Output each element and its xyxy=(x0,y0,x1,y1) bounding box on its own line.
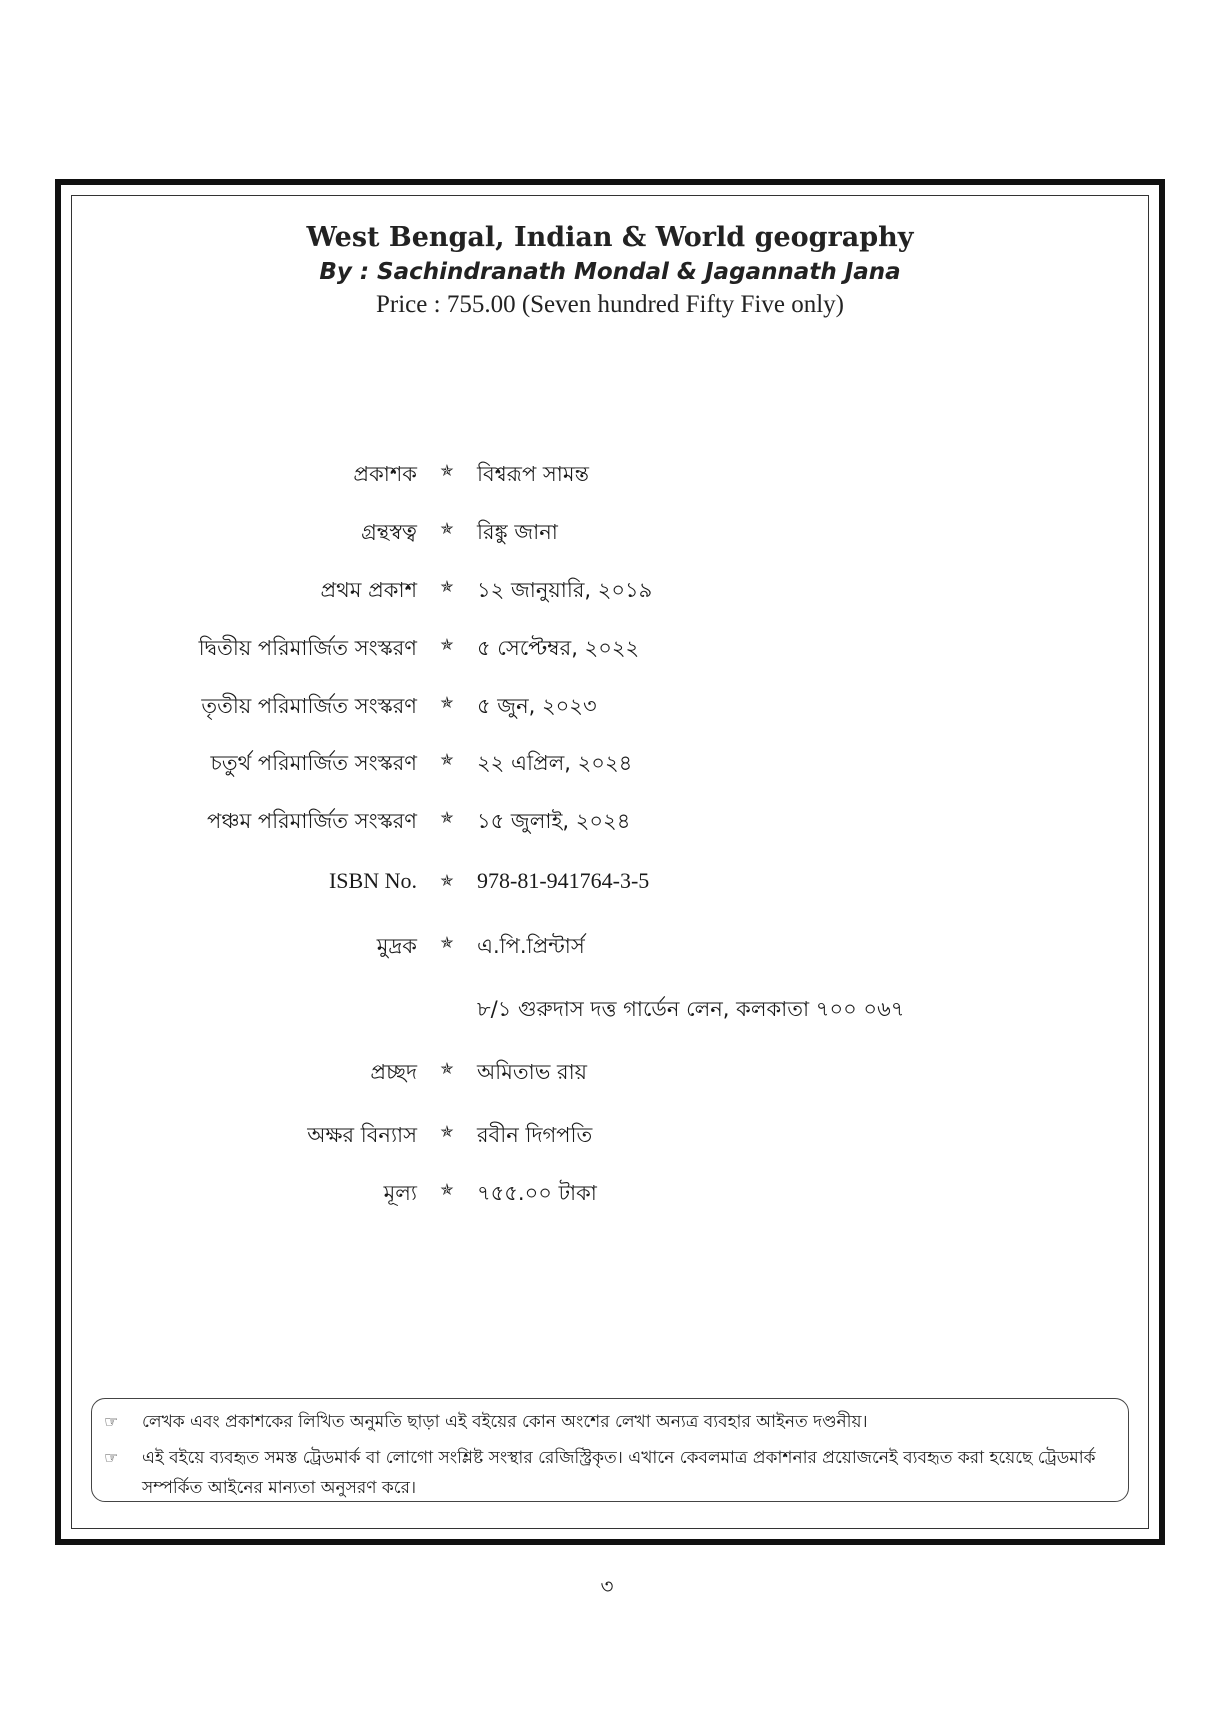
detail-row-second-edition xyxy=(72,632,1148,672)
detail-row-third-edition xyxy=(72,690,1148,730)
detail-value: এ.পি.প্রিন্টার্স xyxy=(477,934,585,958)
book-price: Price : 755.00 (Seven hundred Fifty Five only) xyxy=(376,291,844,318)
page-number: ৩ xyxy=(600,1574,614,1598)
outer-border-frame xyxy=(55,179,1165,1545)
detail-value: ৫ সেপ্টেম্বর, ২০২২ xyxy=(477,636,640,660)
detail-label: প্রচ্ছদ xyxy=(370,1060,417,1084)
detail-value: 978-81-941764-3-5 xyxy=(477,868,650,893)
notice-text: লেখক এবং প্রকাশকের লিখিত অনুমতি ছাড়া এই বইয়ের কোন অংশের লেখা অন্যত্র ব্যবহার আইনত দণ্ডনীয়। xyxy=(142,1412,868,1432)
star-icon: ✯ xyxy=(440,871,454,890)
legal-notice-box xyxy=(91,1398,1129,1502)
star-icon: ✯ xyxy=(440,519,454,538)
book-title: West Bengal, Indian & World geography xyxy=(306,222,914,253)
detail-value: রিঙ্কু জানা xyxy=(477,520,558,544)
detail-row-fourth-edition xyxy=(72,747,1148,787)
detail-row-isbn xyxy=(72,868,1148,908)
star-icon: ✯ xyxy=(440,933,454,952)
star-icon: ✯ xyxy=(440,1180,454,1199)
detail-row-copyright xyxy=(72,516,1148,556)
detail-row-fifth-edition xyxy=(72,805,1148,845)
star-icon: ✯ xyxy=(440,577,454,596)
inner-border-frame xyxy=(71,195,1149,1529)
detail-label: অক্ষর বিন্যাস xyxy=(307,1123,417,1147)
detail-label: গ্রন্থস্বত্ব xyxy=(361,520,417,544)
detail-row-typesetting xyxy=(72,1119,1148,1159)
detail-row-price xyxy=(72,1177,1148,1217)
detail-row-printer-address xyxy=(72,993,1148,1033)
detail-label: প্রথম প্রকাশ xyxy=(320,578,417,602)
detail-row-publisher xyxy=(72,458,1148,498)
detail-value: ২২ এপ্রিল, ২০২৪ xyxy=(477,751,633,775)
detail-value: অমিতাভ রায় xyxy=(477,1060,588,1084)
detail-value: ১২ জানুয়ারি, ২০১৯ xyxy=(477,578,653,602)
star-icon: ✯ xyxy=(440,1122,454,1141)
detail-label: মুদ্রক xyxy=(376,934,417,958)
detail-label: ISBN No. xyxy=(328,868,417,893)
star-icon: ✯ xyxy=(440,635,454,654)
detail-row-printer xyxy=(72,930,1148,970)
star-icon: ✯ xyxy=(440,1059,454,1078)
detail-value: রবীন দিগপতি xyxy=(477,1123,593,1147)
star-icon: ✯ xyxy=(440,808,454,827)
detail-value: ৭৫৫.০০ টাকা xyxy=(477,1181,597,1205)
detail-label: চতুর্থ পরিমার্জিত সংস্করণ xyxy=(210,751,417,775)
book-header xyxy=(72,222,1148,319)
detail-label: পঞ্চম পরিমার্জিত সংস্করণ xyxy=(206,809,417,833)
detail-value: ৮/১ গুরুদাস দত্ত গার্ডেন লেন, কলকাতা ৭০০ ০৬৭ xyxy=(477,997,905,1021)
star-icon: ✯ xyxy=(440,461,454,480)
notice-item xyxy=(104,1407,1112,1437)
detail-row-first-edition xyxy=(72,574,1148,614)
detail-label: প্রকাশক xyxy=(353,462,417,486)
detail-label: মূল্য xyxy=(383,1181,417,1205)
detail-value: বিশ্বরূপ সামন্ত xyxy=(477,462,590,486)
detail-label: তৃতীয় পরিমার্জিত সংস্করণ xyxy=(201,694,417,718)
star-icon: ✯ xyxy=(440,750,454,769)
pointing-hand-icon: ☞ xyxy=(104,1412,119,1431)
detail-value: ৫ জুন, ২০২৩ xyxy=(477,694,597,718)
detail-value: ১৫ জুলাই, ২০২৪ xyxy=(477,809,631,833)
pointing-hand-icon: ☞ xyxy=(104,1448,119,1467)
star-icon: ✯ xyxy=(440,693,454,712)
detail-label: দ্বিতীয় পরিমার্জিত সংস্করণ xyxy=(198,636,417,660)
detail-row-cover xyxy=(72,1056,1148,1096)
notice-text: এই বইয়ে ব্যবহৃত সমস্ত ট্রেডমার্ক বা লোগো সংশ্লিষ্ট সংস্থার রেজিস্ট্রিকৃত। এখানে কেবলমাত্র প্রকাশনার প্রয়োজনেই ব্যবহৃত করা হয়েছে ট্রেডমার্ক সম্পর্কিত আইনের মান্যতা অনুসরণ করে। xyxy=(142,1448,1096,1498)
book-authors: By : Sachindranath Mondal & Jagannath Jana xyxy=(319,259,901,285)
notice-item xyxy=(104,1443,1112,1503)
